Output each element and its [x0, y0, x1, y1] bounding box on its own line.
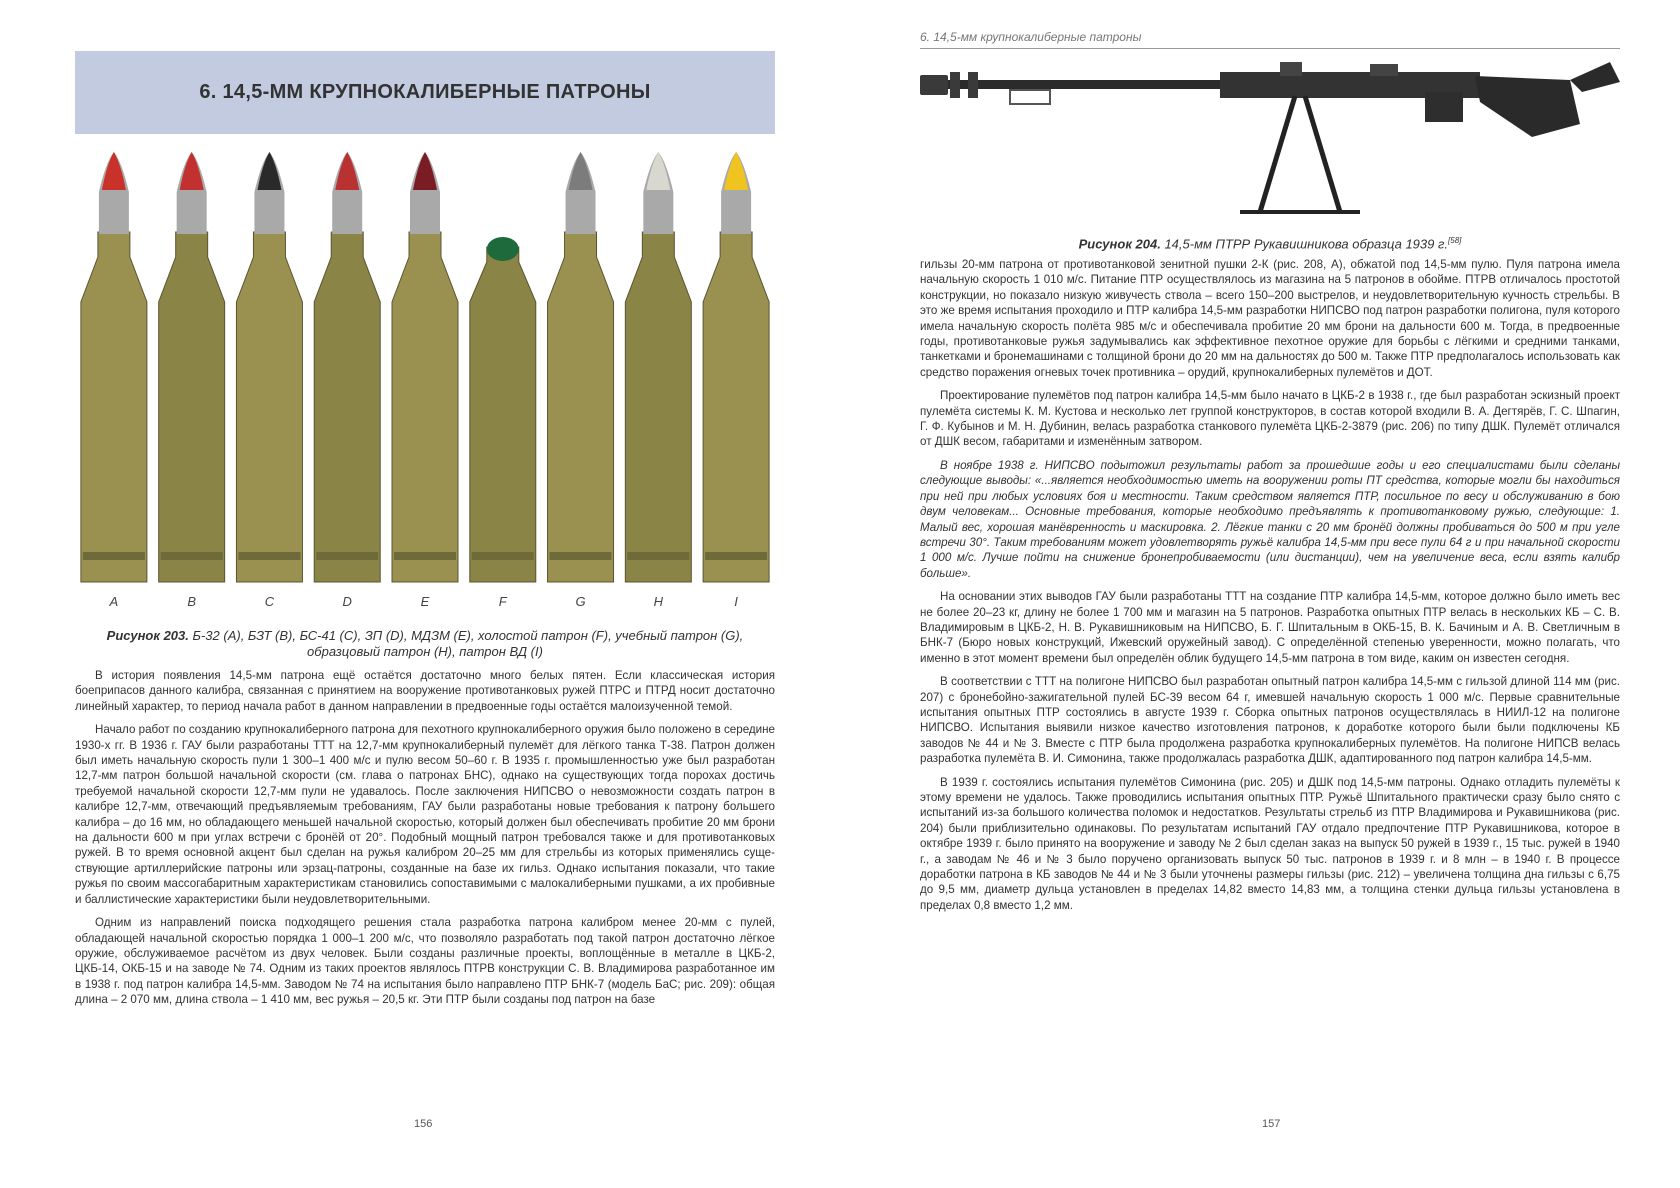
cartridge-label: F [498, 594, 507, 609]
cartridge-b [159, 152, 225, 582]
figure-203-text: Б-32 (А), БЗТ (В), БС-41 (С), ЗП (D), МДЗМ (Е), холостой патрон (F), учебный патрон (G), образцовый патрон (Н), патрон ВД (I) [192, 628, 744, 659]
paragraph: На основании этих выводов ГАУ были разработаны ТТТ на создание ПТР калибра 14,5-мм, которое должно было иметь вес не более 20–23 кг, длину не более 1 700 мм и магазин на 5 патронов. Разработка опытных ПТР велась в нескольких КБ – С. В. Владимировым в ЦКБ-2, Н. В. Рукавишниковым на НИПСВО, Б. Г. Шпитальным в ОКБ-15, В. К. Бачиным и А. В. Светличным в БНК-7 (Бюро новых конструкций, Ижевский оружейный завод). С определённой степенью уверенности, можно полагать, что именно в этот момент времени был определён облик будущего 14,5-мм патрона в том виде, каким он известен сегодня. [920, 590, 1620, 665]
figure-203-cartridges [75, 152, 775, 592]
figure-203-caption [75, 628, 775, 660]
paragraph: В 1939 г. состоялись испытания пулемётов Симонина (рис. 205) и ДШК под 14,5-мм патроны. Однако отладить пулемёты к этому времени не удалось. Также проводились испытания опытных ПТР. Ружьё Шпитального практически сразу было снято с испытаний из-за большого количества поломок и недостатков. Результаты стрельб из ПТР Владимирова и Рукавишникова (рис. 204) были приблизительно одинаковы. По результатам испытаний ГАУ отдало предпочтение ПТР Рукавишникова, которое в октябре 1939 г. было принято на вооружение и заводу № 2 был сделан заказ на выпуск 50 ружей в 1939 г., 15 тыс. ружей в 1940 г., а заводам № 46 и № 3 было поручено организовать выпуск 50 тыс. патронов в 1939 г. и 8 млн – в 1940 г. В процессе доработки патрона в КБ заводов № 44 и № 3 были уточнены размеры гильзы (рис. 212) – увеличена толщина дна гильзы с 6,75 до 9,5 мм, диаметр дульца установлен в пределах 14,82 вместо 14,83 мм, а толщина стенки дульца гильзы установлена в пределах 0,8 вместо 1,2 мм. [920, 775, 1620, 912]
figure-203-label: Рисунок 203. [106, 628, 189, 643]
running-header: 6. 14,5-мм крупнокалиберные патроны [920, 30, 1620, 49]
page-number: 157 [1262, 1118, 1281, 1130]
cartridge-label: E [420, 594, 430, 609]
cartridge-label: B [187, 594, 196, 609]
figure-204-text: 14,5-мм ПТРР Рукавишникова образца 1939 г. [1164, 236, 1449, 252]
figure-204-rifle [920, 62, 1620, 227]
cartridge-d [314, 152, 380, 582]
paragraph: Начало работ по созданию крупнокалиберного патрона для пехотного крупнокалиберного оружия было положено в середине 1930-х гг. В 1936 г. ГАУ были разработаны ТТТ на 12,7-мм крупнокалиберный пулемёт для лёгкого танка Т-38. Патрон должен был иметь начальную скорость пули 1 300–1 400 м/с и пулю весом 50–60 г. В 1935 г. промышленностью уже был разработан 12,7-мм патрон большой начальной скорости (см. глава о патронах БНС), однако на существующих тогда порохах достичь требуемой начальной скорости 12,7-мм пули не удавалось. После заключения НИПСВО о невозможности создать патрон в калибре 12,7-мм, отвечающий предъявляемым требованиям, ГАУ были разработаны новые требования к патрону большего калибра – до 16 мм, но обладающего меньшей начальной скоростью, который должен был обеспечивать пробитие 20 мм брони на дальности 600 м при углах встречи с бронёй от 20°. Подобный мощный патрон требовался также и для противотанковых ружей. В то время основной акцент был сделан на ружья калибром 20–25 мм для стрельбы из которых применялись существующие артиллерийские патроны или эрзац-патроны, созданные на базе их гильз. Однако испытания показали, что такие ружья по своим массогабаритным характеристикам становились сопоставимыми с малокалиберными пушками, а их пробивные и баллистические характеристики были неудовлетворительными. [75, 723, 775, 906]
figure-204-caption [920, 233, 1620, 252]
cartridge-label: I [734, 594, 738, 609]
cartridge-label: G [575, 594, 586, 609]
figure-204-ref: [58] [1448, 236, 1462, 245]
paragraph: В соответствии с ТТТ на полигоне НИПСВО был разработан опытный патрон калибра 14,5-мм с гильзой длиной 114 мм (рис. 207) с бронебойно-зажигательной пулей БС-39 весом 64 г, имевшей начальную скорость 1 000 м/с. Первые сравнительные испытания опытных ПТР состоялись в августе 1939 г. Сборка опытных патронов осуществлялась в НИИЛ-12 на полигоне НИПСВО. Испытания выявили низкое качество изготовления патронов, к доработке которого были были подключены КБ заводов № 44 и № 3. Вместе с ПТР была продолжена разработка крупнокалиберных пулемётов. На полигоне НИПСВ велась разработка пулемёта В. И. Симонина, также продолжалась разработка ДШК, адаптированного под патрон калибра 14,5-мм. [920, 675, 1620, 766]
cartridge-g [548, 152, 614, 582]
chapter-title: 6. 14,5-ММ КРУПНОКАЛИБЕРНЫЕ ПАТРОНЫ [199, 81, 651, 103]
paragraph: В история появления 14,5-мм патрона ещё остаётся достаточно много белых пятен. Если классическая история боеприпасов данного калибра, связанная с принятием на вооружение противотанковых ружей ПТРС и ПТРД носит достаточно линейный характер, то период начала работ в данном направлении в предвоенные годы остаётся малоизученной темой. [75, 669, 775, 713]
left-body-text [75, 668, 775, 1016]
chapter-header [75, 51, 775, 134]
right-body-text [920, 257, 1620, 921]
cartridge-label: A [109, 594, 119, 609]
cartridge-label: C [264, 594, 275, 609]
cartridge-e [392, 152, 458, 582]
figure-204-label: Рисунок 204. [1078, 236, 1161, 252]
cartridge-a [81, 152, 147, 582]
paragraph: Проектирование пулемётов под патрон калибра 14,5-мм было начато в ЦКБ-2 в 1938 г., где был разработан эскизный проект пулемёта системы К. М. Кустова и несколько лет группой конструкторов, в состав которой входили В. А. Дегтярёв, Г. С. Шпагин, Г. Ф. Кубынов и М. Н. Дубинин, велась разработка станкового пулемёта ЦКБ-2-3879 (рис. 206) по типу ДШК. Пулемёт отличался от ДШК весом, габаритами и изменённым затвором. [920, 389, 1620, 449]
cartridge-f [470, 237, 536, 582]
cartridge-label: D [342, 594, 352, 609]
cartridge-label: H [653, 594, 664, 609]
cartridge-c [236, 152, 302, 582]
paragraph: гильзы 20-мм патрона от противотанковой зенитной пушки 2-К (рис. 208, А), обжатой под 14,5-мм пулю. Пуля патрона имела начальную скорость 1 010 м/с. Питание ПТР осуществлялось из магазина на 5 патронов в обойме. ПТРВ отличалось простотой конструкции, но показало низкую живучесть ствола – всего 150–200 выстрелов, и неудовлетворительную кучность стрельбы. В это же время испытания проходило и ПТР калибра 14,5-мм разработки НИПСВО под патрон разработки полигона, пуля которого имела начальную скорость полёта 985 м/с и обеспечивала пробитие 20 мм брони на дальности 600 м. Тогда, в предвоенные годы, противотанковые ружья задумывались как эффективное пехотное оружие для борьбы с лёгкими и средними танками, танкетками и бронемашинами с толщиной брони до 20 мм на дальностях до 500 м. Также ПТР предполагалось использовать как средство поражения огневых точек противника – орудий, крупнокалиберных пулемётов и ДОТ. [920, 258, 1620, 379]
cartridge-i [703, 152, 769, 582]
paragraph: В ноябре 1938 г. НИПСВО подытожил результаты работ за прошедшие годы и его специалистами были сделаны следующие выводы: «...является необходимостью иметь на вооружении роты ПТ средства, которые могли бы находиться при ней при любых условиях боя и местности. Таким средством является ПТР, посильное по весу и обслуживанию в бою двум человекам... Основные требования, которые необходимо предъявлять к противотанковому ружью, следующие: 1. Малый вес, хорошая манёвренность и маскировка. 2. Лёгкие танки с 20 мм бронёй должны пробиваться до 500 м при угле встречи 30°. Таким требованиям может удовлетворять ружьё калибра 14,5-мм при весе пули 64 г и при начальной скорости 1 000 м/с. Лучше пойти на снижение бронепробиваемости (или дистанции), чем на увеличение веса, если взять калибр больше». [920, 458, 1620, 580]
page-number: 156 [414, 1118, 433, 1130]
paragraph: Одним из направлений поиска подходящего решения стала разработка патрона калибром менее 20-мм с пулей, обладающей начальной скоростью порядка 1 000–1 200 м/с, что позволяло разработать под такой патрон достаточно лёгкое оружие, обслуживаемое расчётом из двух человек. Были созданы различные проекты, воплощённые в металле в ЦКБ-2, ЦКБ-14, ОКБ-15 и на заводе № 74. Одним из таких проектов являлось ПТРВ конструкции С. В. Владимирова разработанное им в 1938 г. под патрон калибра 14,5-мм. Заводом № 74 на испытания было направлено ПТР БНК-7 (модель БаС; рис. 209): общая длина – 2 070 мм, длина ствола – 1 410 мм, вес ружья – 20,5 кг. Эти ПТР были созданы под патрон на базе [75, 916, 775, 1007]
cartridge-h [625, 152, 691, 582]
